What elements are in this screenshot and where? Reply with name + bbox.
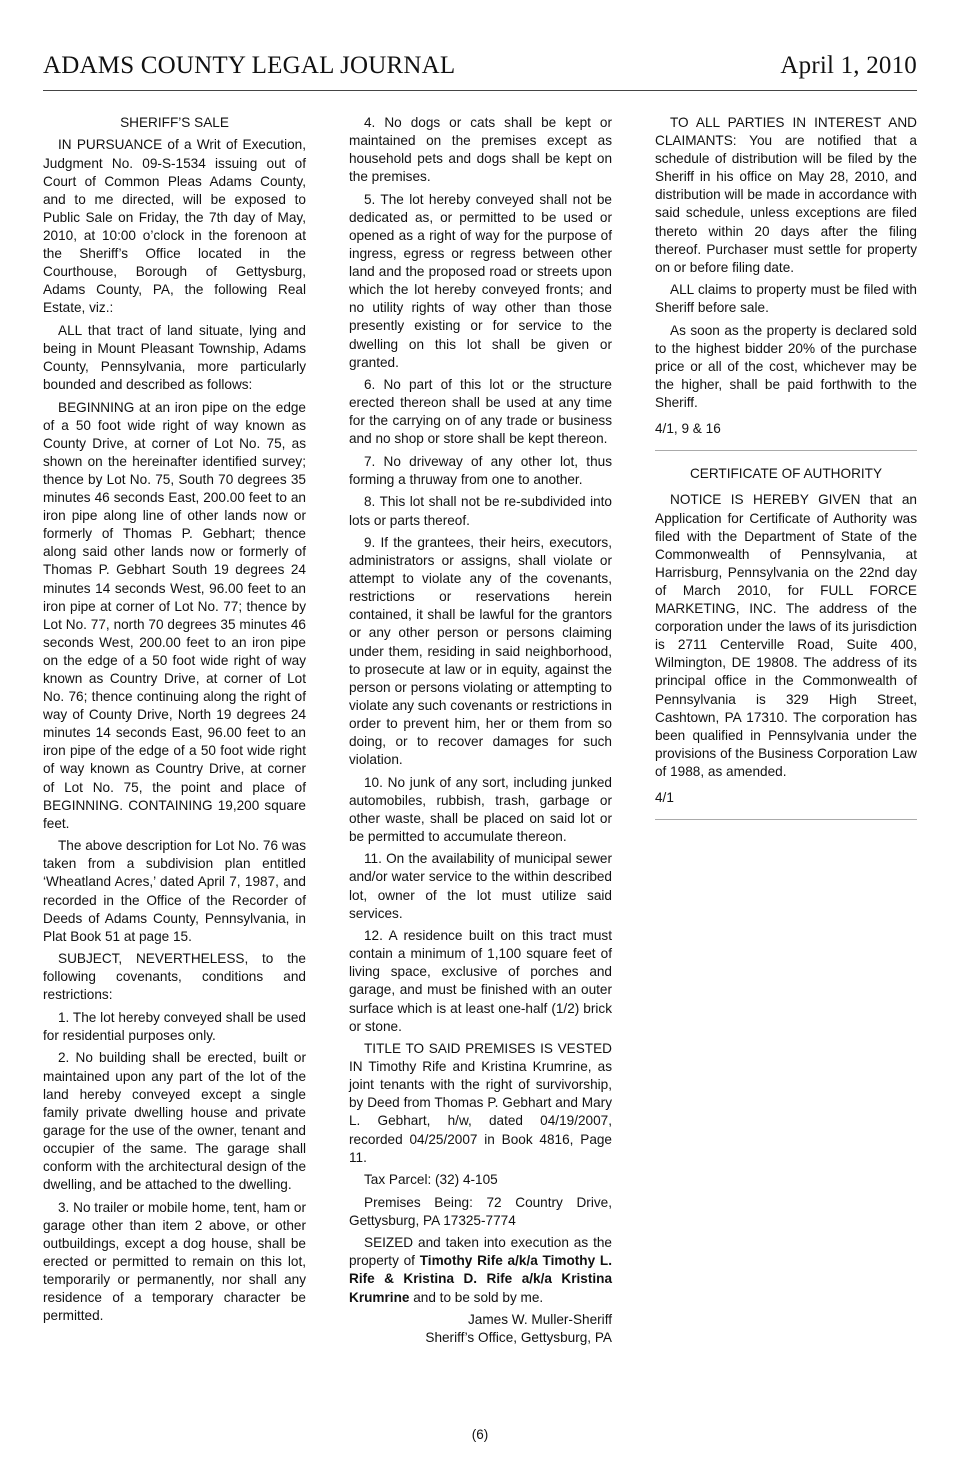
seized-owner-names: Timothy Rife a/k/a Timothy L. Rife & Kristina D. Rife a/k/a Kristina Krumrine (349, 1253, 612, 1305)
seized-tail: and to be sold by me. (409, 1289, 544, 1305)
sheriff-sale-title: SHERIFF’S SALE (120, 115, 229, 130)
tract-paragraph: ALL that tract of land situate, lying and being in Mount Pleasant Township, Adams County, Pennsylvania, more particularly bounded and described as follows: (43, 322, 306, 393)
certificate-body: NOTICE IS HEREBY GIVEN that an Application for Certificate of Authority was filed with the Department of State of the Commonwealth of Pennsylvania, at Harrisburg, Pennsylvania on the 22nd day of March 2010, for FULL FORCE MARKETING, INC. The address of the corporation under the laws of its jurisdiction is 2711 Centerville Road, Suite 400, Wilmington, DE 19808. The address of its principal office in the Commonwealth of Pennsylvania is 329 High Street, Cashtown, PA 17310. The corporation has been qualified in Pennsylvania under the provisions of the Business Corporation Law of 1988, as amended. (655, 492, 917, 779)
covenant-12: 12. A residence built on this tract must contain a minimum of 1,100 square feet of living space, exclusive of porches and garage, and must be finished with an outer surface which is at least one-half (1/2) brick or stone. (349, 928, 612, 1034)
covenant-5: 5. The lot hereby conveyed shall not be dedicated as, or permitted to be used or opened as a right of way for the purpose of ingress, egress or regress between other land and the proposed road or streets upon which the lot hereby conveyed fronts; and no utility rights of way other than those presently existing or for service to the dwelling on this lot shall be given or granted. (349, 191, 612, 370)
sheriff-signature-name: James W. Muller-Sheriff (467, 1311, 612, 1327)
issue-date: April 1, 2010 (780, 52, 917, 79)
page-number: (6) (471, 1427, 489, 1442)
title-vested-paragraph: TITLE TO SAID PREMISES IS VESTED IN Timothy Rife and Kristina Krumrine, as joint tenants with the right of survivorship, by Deed from Thomas P. Gebhart and Mary L. Gebhart, h/w, dated 04/19/2007, recorded 04/25/2007 in Book 4816, Page 11. (349, 1041, 612, 1165)
covenant-7: 7. No driveway of any other lot, thus forming a thruway from one to another. (349, 453, 612, 487)
writ-paragraph: IN PURSUANCE of a Writ of Execution, Judgment No. 09-S-1534 issuing out of Court of Common Pleas Adams County, and to me directed, will be exposed to Public Sale on Friday, the 7th day of May, 2010, at 10:00 o’clock in the forenoon at the Sheriff’s Office located in the Courthouse, Borough of Gettysburg, Adams County, PA, the following Real Estate, viz.: (43, 137, 306, 316)
certificate-title: CERTIFICATE OF AUTHORITY (689, 466, 883, 482)
certificate-run-dates: 4/1 (655, 789, 674, 805)
seized-lead: SEIZED and taken into execution as the property of (349, 1235, 612, 1269)
subject-paragraph: SUBJECT, NEVERTHELESS, to the following covenants, conditions and restrictions: (43, 951, 306, 1003)
payment-notice: As soon as the property is declared sold to the highest bidder 20% of the purchase price or all of the cost, whichever may be the higher, shall be paid forthwith to the Sheriff. (655, 322, 917, 411)
journal-title: ADAMS COUNTY LEGAL JOURNAL (43, 52, 456, 79)
covenant-6: 6. No part of this lot or the structure erected thereon shall be used at any time for the carrying on of any trade or business and no shop or store shall be kept thereon. (349, 377, 612, 447)
covenant-10: 10. No junk of any sort, including junked automobiles, rubbish, trash, garbage or other waste, shall be placed on said lot or be permitted to accumulate thereon. (349, 774, 612, 844)
notice-divider (655, 450, 917, 451)
sheriff-sale-run-dates: 4/1, 9 & 16 (655, 421, 721, 437)
seized-paragraph (349, 1234, 612, 1306)
claims-notice: ALL claims to property must be filed with Sheriff before sale. (655, 282, 917, 316)
covenant-1: 1. The lot hereby conveyed shall be used for residential purposes only. (43, 1009, 306, 1043)
covenant-4: 4. No dogs or cats shall be kept or maintained on the premises except as household pets and dogs shall be kept on the premises. (349, 115, 612, 185)
masthead (43, 52, 917, 84)
plan-paragraph: The above description for Lot No. 76 was taken from a subdivision plan entitled ‘Wheatland Acres,’ dated April 7, 1987, and recorded in the Office of the Recorder of Deeds of Adams County, Pennsylvania, in Plat Book 51 at page 15. (43, 838, 306, 944)
tax-parcel: Tax Parcel: (32) 4-105 (364, 1172, 498, 1188)
covenant-2: 2. No building shall be erected, built or maintained upon any part of the lot of the land hereby conveyed except a single family private dwelling house and private garage for the use of the owner, tenant and occupier of the same. The garage shall conform with the architectural design of the dwelling, and be attached to the dwelling. (43, 1050, 306, 1193)
notice-divider-end (655, 819, 917, 820)
column-2 (349, 114, 612, 1347)
metes-bounds-paragraph: BEGINNING at an iron pipe on the edge of a 50 foot wide right of way known as County Drive, at corner of Lot No. 75, as shown on the hereinafter identified survey; thence by Lot No. 75, South 70 degrees 35 minutes 46 seconds East, 200.00 feet to an iron pipe along line of other lands now or formerly of Thomas P. Gebhart; thence along said other lands now or formerly of Thomas P. Gebhart South 19 degrees 24 minutes 14 seconds West, 96.00 feet to an iron pipe at corner of Lot No. 77; thence by Lot No. 77, north 70 degrees 35 minutes 46 seconds West, 200.00 feet to an iron pipe on the edge of a 50 foot wide right of way known as Country Drive, at corner of Lot No. 76; thence continuing along the right of way of County Drive, North 19 degrees 24 minutes 14 seconds East, 96.00 feet to an iron pipe of the edge of a 50 foot wide right of way known as Country Drive, at corner of Lot No. 75, the point and place of BEGINNING. CONTAINING 19,200 square feet. (43, 399, 306, 831)
sheriff-signature-office: Sheriff’s Office, Gettysburg, PA (425, 1330, 612, 1346)
covenant-11: 11. On the availability of municipal sewer and/or water service to the within described lot, owner of the lot must utilize said services. (349, 851, 612, 921)
column-3 (655, 114, 917, 834)
covenant-3: 3. No trailer or mobile home, tent, ham or garage other than item 2 above, or other outbuildings, except a dog house, shall be erected or permitted to remain on this lot, temporarily or permanently, nor shall any residence of a temporary character be permitted. (43, 1199, 306, 1324)
premises-address: Premises Being: 72 Country Drive, Gettysburg, PA 17325-7774 (349, 1194, 612, 1228)
covenant-8: 8. This lot shall not be re-subdivided into lots or parts thereof. (349, 494, 612, 528)
header-rule (43, 90, 917, 91)
column-1 (43, 114, 306, 1330)
claimants-notice: TO ALL PARTIES IN INTEREST AND CLAIMANTS: You are notified that a schedule of distribution will be filed by the Sheriff in his office on May 28, 2010, and distribution will be made in accordance with said schedule, unless exceptions are filed thereto within 20 days after the filing thereof. Purchaser must settle for property on or before filing date. (655, 115, 917, 275)
covenant-9: 9. If the grantees, their heirs, executors, administrators or assigns, shall violate or attempt to violate any of the covenants, restrictions or reservations herein contained, it shall be lawful for the grantors or any other person or persons claiming under them, residing in said neighborhood, to prosecute at law or in equity, against the person or persons violating or attempting to violate any such covenants or restrictions in order to prevent him, her or them from so doing, or to recover damages for such violation. (349, 535, 612, 768)
